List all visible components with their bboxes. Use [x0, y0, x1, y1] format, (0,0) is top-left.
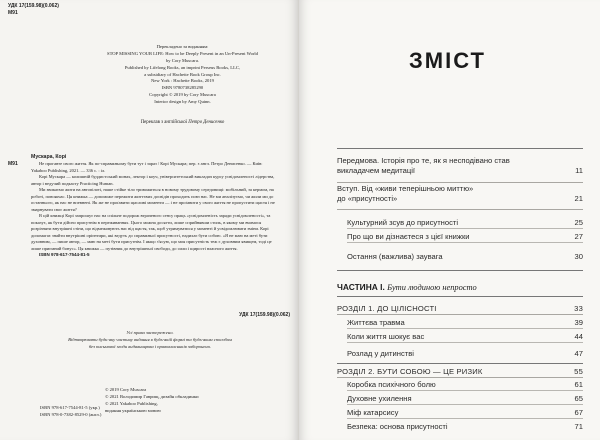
toc-entry-label: Коробка психічного болю — [347, 380, 436, 389]
rights-line: Усі права застережено. — [126, 330, 174, 335]
translator-name: Петро Денисенко — [188, 120, 225, 125]
isbn-list — [40, 404, 101, 418]
toc-entry-label: Про що ви дізнаєтеся з цієї книжки — [347, 232, 470, 241]
toc-divider — [347, 242, 583, 243]
toc-divider — [337, 270, 583, 271]
toc-entry-page: 39 — [574, 318, 583, 327]
catalog-paragraph: В цій книжці Корі запрошує нас на спільне подорож втраченого сенсу праць «усвідомленість заради усвідомленості», та показує, як бути дійсно присутнім в переживаннях. Цього можна досягти, лише сприйнявши стиль, в якому ми вчимося розрізняти внутрішні стіни, що відмежовують нас від щастя, так, щоб утримуватися у моменті й усвідомлювати зміни. Корі допомагає знайти внутрішні орієнтири, які ведуть до справжньої присутності, надихає бути собою. «Я не маю на меті бути духовним, — пише автор, — маю на меті бути присутнім. І якщо з'ясую, що моя присутність теж є духовним явищем, тоді це лише приємний бонус». Ця книжка — путівник до внутрішньої свободи, до сили і щирості власного життя. — [31, 213, 272, 251]
toc-entry-label-cont: до «присутності» — [337, 194, 398, 203]
translator-credit — [90, 120, 275, 127]
rights-notice — [40, 330, 260, 351]
toc-divider — [337, 296, 583, 297]
udk-top: УДК 17(159.98)(0.062) — [8, 3, 59, 9]
copyright-line: видання українською мовою — [105, 408, 161, 414]
toc-entry-label: Культурний зсув до присутності — [347, 218, 459, 227]
translator-prefix: Переклав з англійської — [140, 120, 188, 125]
toc-entry-page: 65 — [574, 394, 583, 403]
toc-divider — [337, 377, 583, 378]
udk-code: М91 — [8, 10, 18, 16]
udk-bottom: УДК 17(159.98)(0.062) — [239, 312, 290, 318]
toc-divider — [337, 209, 583, 210]
table-of-contents-page — [299, 0, 600, 440]
catalog-isbn: ISBN 978-617-7544-81-5 — [39, 252, 90, 258]
toc-divider — [347, 342, 583, 343]
toc-divider — [337, 182, 583, 183]
credit-line: STOP MISSING YOUR LIFE: How to be Deeply Present in an Un-Present World — [107, 50, 258, 56]
credit-line: Copyright © 2019 by Cory Muscara — [149, 92, 216, 98]
rights-line: Відтворювати будь-яку частину видання в будь-якій формі та будь-яким способом — [68, 336, 232, 342]
credit-line: Перекладено за виданням: — [156, 44, 209, 49]
toc-entry-page: 21 — [574, 194, 583, 203]
toc-entry-page: 44 — [574, 332, 583, 341]
toc-divider — [337, 363, 583, 364]
copyright-line: © 2019 Cory Muscara — [105, 387, 147, 392]
toc-entry-page: 55 — [574, 367, 583, 376]
toc-entry-preface[interactable] — [337, 156, 583, 178]
toc-divider — [347, 418, 583, 419]
credit-line: New York : Hachette Books, 2019 — [151, 78, 214, 84]
credit-line: Interior design by Amy Quinn. — [154, 99, 211, 105]
toc-entry-label: Життєва травма — [347, 318, 405, 327]
catalog-paragraph: Ми звикаємо жити на автопілоті, наше стійке тіло тривожиться в новому трудовому середовищі: мобільний, за кермом, на роботі, повсякчас. Ця книжка — допоможе пережити життєвих досвідів проходить повз нас. Не ми аналізуємо, чи жили ми до останнього, як нас не впевнені. Як же не проґавити щасливі моменти — і не проґавити у свого життя не пропустити щастя і не змарнувати своє життя? — [31, 187, 275, 212]
catalog-paragraph: Не прогавте свого життя. Як по-справжньому бути тут і зараз / Корі Мускара; пер. з англ. Петро Денисенко. — Київ: Yakaboo Publishing, 2021. — 336 с. : іл. — [31, 161, 263, 173]
toc-entry-introduction[interactable] — [337, 184, 583, 206]
catalog-paragraph: Корі Мускара — колишній буддистський монах, лектор і коуч, університетський викладач курсу усвідомленості лідерства, автор і ведучий подкасту Practicing Human. — [31, 174, 275, 186]
catalog-author: Мускара, Корі — [31, 154, 67, 160]
copyright-line: © 2021 Yakaboo Publishing, — [105, 401, 158, 407]
toc-divider — [347, 390, 583, 391]
toc-entry-label: Духовне ухилення — [347, 394, 412, 403]
catalog-record — [31, 161, 276, 259]
toc-divider — [337, 314, 583, 315]
toc-entry-label: Розлад у дитинстві — [347, 349, 414, 358]
toc-entry-label: Передмова. Історія про те, як я несподівано став — [337, 156, 510, 165]
credit-line: Published by Lifelong Books, an imprint Perseus Books, LLC, — [124, 64, 241, 70]
toc-entry-label: Безпека: основа присутності — [347, 422, 448, 431]
toc-entry-label-cont: викладачем медитації — [337, 166, 416, 175]
isbn-line: ISBN 978-617-7544-81-5 (укр.) — [40, 405, 100, 410]
copyright-line: © 2021 Володимир Гаврищ, дизайн обкладинки — [105, 394, 199, 400]
part-number: ЧАСТИНА І. — [337, 282, 385, 292]
toc-entry-label: РОЗДІЛ 1. ДО ЦІЛІСНОСТІ — [337, 304, 437, 313]
toc-entry-page: 30 — [574, 252, 583, 261]
toc-entry-label: Коли життя шокує вас — [347, 332, 425, 341]
toc-title: ЗМІСТ — [409, 48, 486, 73]
isbn-line: ISBN 978-0-7382-8529-0 (англ.) — [40, 412, 102, 418]
toc-divider — [337, 148, 583, 149]
toc-divider — [347, 328, 583, 329]
toc-part-heading[interactable] — [337, 282, 477, 292]
part-title: Бути людиною непросто — [387, 283, 477, 292]
toc-entry-page: 33 — [574, 304, 583, 313]
copyright-notices — [105, 386, 199, 414]
toc-entry-label: Вступ. Від «живи теперішньою миттю» — [337, 184, 474, 193]
toc-entry-page: 61 — [574, 380, 583, 389]
toc-entry-page: 47 — [574, 349, 583, 358]
rights-line: без письмової згоди видавництва і правовласників заборонено. — [88, 343, 212, 349]
toc-divider — [347, 228, 583, 229]
toc-entry-page: 25 — [574, 218, 583, 227]
toc-entry-page: 67 — [574, 408, 583, 417]
toc-entry-page: 71 — [574, 422, 583, 431]
toc-divider — [347, 404, 583, 405]
credit-line: a subsidiary of Hachette Book Group Inc. — [144, 71, 221, 77]
credit-line: by Cory Muscara. — [165, 57, 200, 63]
toc-entry-page: 11 — [575, 166, 583, 175]
toc-entry-page: 27 — [574, 232, 583, 241]
catalog-code: М91 — [8, 161, 18, 167]
toc-entry-label: Міф катарсису — [347, 408, 399, 417]
toc-entry-label: РОЗДІЛ 2. БУТИ СОБОЮ — ЦЕ РИЗИК — [337, 367, 483, 376]
copyright-page — [0, 0, 299, 440]
toc-entry-label: Остання (важлива) заувага — [347, 252, 443, 261]
credit-line: ISBN 9780738285290 — [161, 85, 204, 91]
original-edition-credits — [90, 44, 275, 106]
